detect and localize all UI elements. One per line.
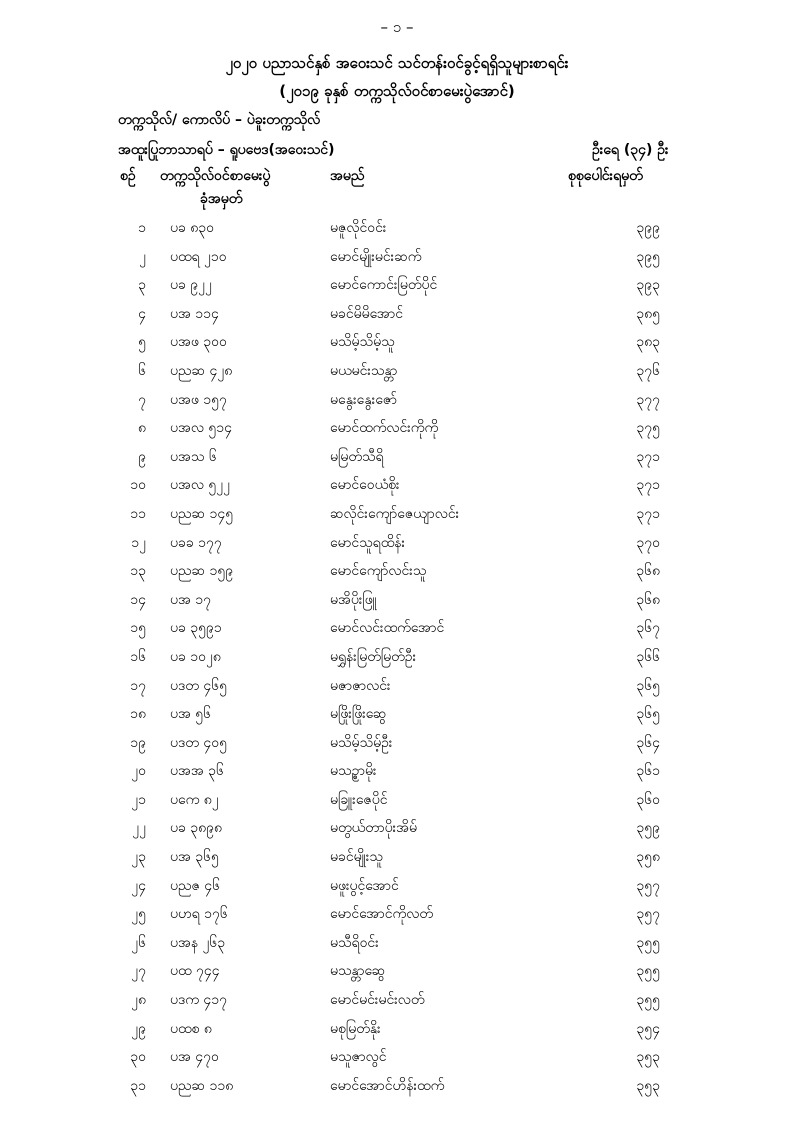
row-number: ၂၄ bbox=[131, 877, 146, 894]
row-number: ၂၉ bbox=[131, 1020, 146, 1037]
table-row bbox=[0, 471, 794, 500]
row-number: ၁၂ bbox=[131, 534, 146, 551]
student-name: မအိပိုးဖြူ bbox=[330, 591, 377, 608]
student-name: မသဥ္စာမိုး bbox=[330, 763, 377, 780]
total-marks: ၃၆၀ bbox=[636, 791, 660, 808]
roll-number: ပခ ၃၈၉၈ bbox=[170, 820, 223, 837]
header-marks: စုစုပေါင်းရမှတ် bbox=[568, 168, 643, 184]
table-row bbox=[0, 557, 794, 586]
student-name: မောင်လင်းထက်အောင် bbox=[330, 620, 445, 637]
count-line: ဦးရေ (၃၄) ဦး bbox=[592, 142, 669, 158]
roll-number: ပညဇ ၄၆ bbox=[170, 877, 221, 894]
student-name: မဇာဇာလင်း bbox=[330, 677, 391, 694]
student-name: မဇူလိုင်ဝင်း bbox=[330, 220, 387, 236]
roll-number: ပထရ ၂၁၀ bbox=[170, 248, 227, 265]
row-number: ၁၄ bbox=[130, 591, 146, 608]
table-row bbox=[0, 1015, 794, 1044]
total-marks: ၃၇၆ bbox=[636, 362, 660, 379]
roll-number: ပအန ၂၆၃ bbox=[170, 934, 226, 951]
table-row bbox=[0, 786, 794, 815]
roll-number: ပအလ ၅၁၄ bbox=[170, 420, 233, 437]
header-no: စဉ် bbox=[120, 168, 136, 184]
student-name: မနွေးနွေးဇော် bbox=[330, 391, 398, 408]
row-number: ၂၇ bbox=[131, 963, 146, 980]
student-name: မောင်မျိုးမင်းဆက် bbox=[330, 248, 422, 265]
table-row bbox=[0, 529, 794, 558]
row-number: ၉ bbox=[138, 448, 146, 465]
total-marks: ၃၇၁ bbox=[636, 477, 660, 494]
total-marks: ၃၉၉ bbox=[636, 220, 660, 236]
total-marks: ၃၅၅ bbox=[636, 992, 660, 1009]
student-name: မခြူးဇေပိုင် bbox=[330, 791, 388, 808]
total-marks: ၃၇၇ bbox=[636, 391, 660, 408]
document-subtitle: (၂၀၁၉ ခုနှစ် တက္ကသိုလ်ဝင်စာမေးပွဲအောင်) bbox=[279, 82, 515, 100]
roll-number: ပထ ၇၄၄ bbox=[170, 963, 220, 980]
table-row bbox=[0, 643, 794, 672]
row-number: ၁၇ bbox=[130, 677, 146, 694]
table-row bbox=[0, 672, 794, 701]
total-marks: ၃၇၀ bbox=[636, 534, 660, 551]
header-name: အမည် bbox=[330, 168, 365, 184]
row-number: ၂ bbox=[139, 248, 146, 265]
document-title: ၂၀၂၀ ပညာသင်နှစ် အဝေးသင် သင်တန်းဝင်ခွင့်ရရှိသူများစာရင်း bbox=[225, 54, 569, 72]
table-row bbox=[0, 814, 794, 843]
total-marks: ၃၇၁ bbox=[636, 505, 660, 522]
roll-number: ပဟရ ၁၇၆ bbox=[170, 906, 228, 923]
student-name: မရွှန်းမြတ်မြတ်ဦး bbox=[330, 648, 417, 665]
roll-number: ပအ ၅၆ bbox=[170, 706, 212, 723]
table-row bbox=[0, 414, 794, 443]
roll-number: ပအလ ၅၂၂ bbox=[170, 477, 231, 494]
student-name: မောင်ကျော်လင်းသူ bbox=[330, 563, 427, 580]
table-row bbox=[0, 700, 794, 729]
student-name: မောင်သူရထိန်း bbox=[330, 534, 406, 551]
row-number: ၇ bbox=[138, 391, 146, 408]
student-name: မတွယ်တာပိုးအိမ် bbox=[330, 820, 417, 837]
row-number: ၂၀ bbox=[131, 763, 146, 780]
row-number: ၄ bbox=[138, 305, 146, 322]
row-number: ၁၁ bbox=[130, 505, 146, 522]
table-row bbox=[0, 386, 794, 415]
roll-number: ပညဆ ၁၁၈ bbox=[170, 1077, 234, 1094]
table-row bbox=[0, 586, 794, 615]
table-row bbox=[0, 614, 794, 643]
table-row bbox=[0, 900, 794, 929]
table-row bbox=[0, 843, 794, 872]
total-marks: ၃၆၆ bbox=[636, 648, 660, 665]
row-number: ၂၃ bbox=[131, 849, 146, 866]
total-marks: ၃၆၅ bbox=[636, 706, 660, 723]
table-row bbox=[0, 757, 794, 786]
student-name: မောင်အောင်ဟိန်းထက် bbox=[330, 1077, 445, 1094]
student-name: မောင်မင်းမင်းလတ် bbox=[330, 992, 425, 1009]
roll-number: ပကေ ၈၂ bbox=[170, 791, 219, 808]
roll-number: ပထစ ၈ bbox=[170, 1020, 212, 1037]
student-name: မခင်မိမိအောင် bbox=[330, 305, 404, 322]
roll-number: ပဒတ ၄၀၅ bbox=[170, 734, 227, 751]
student-name: မမြတ်သီရိ bbox=[330, 448, 384, 465]
table-row bbox=[0, 243, 794, 272]
row-number: ၃၀ bbox=[130, 1049, 146, 1066]
header-roll-suffix: ခုံအမှတ် bbox=[200, 191, 243, 207]
roll-number: ပခခ ၁၇၇ bbox=[170, 534, 222, 551]
total-marks: ၃၇၅ bbox=[636, 420, 660, 437]
table-row bbox=[0, 500, 794, 529]
table-row bbox=[0, 328, 794, 357]
student-name: မသူဇာလွင် bbox=[330, 1049, 387, 1066]
table-row bbox=[0, 872, 794, 901]
total-marks: ၃၅၅ bbox=[636, 963, 660, 980]
row-number: ၁၀ bbox=[130, 477, 146, 494]
row-number: ၁၃ bbox=[130, 563, 146, 580]
student-name: မောင်ဝေယံစိုး bbox=[330, 477, 400, 494]
table-row bbox=[0, 300, 794, 329]
row-number: ၁၈ bbox=[130, 706, 146, 723]
total-marks: ၃၉၅ bbox=[636, 248, 660, 265]
roll-number: ပအ ၁၇ bbox=[170, 591, 212, 608]
row-number: ၁၅ bbox=[130, 620, 146, 637]
row-number: ၂၈ bbox=[131, 992, 146, 1009]
total-marks: ၃၆၅ bbox=[636, 677, 660, 694]
total-marks: ၃၆၈ bbox=[636, 591, 660, 608]
results-table bbox=[0, 214, 794, 1100]
table-row bbox=[0, 729, 794, 758]
row-number: ၃၁ bbox=[130, 1077, 146, 1094]
total-marks: ၃၅၄ bbox=[636, 1020, 660, 1037]
total-marks: ၃၅၃ bbox=[636, 1077, 660, 1094]
table-row bbox=[0, 986, 794, 1015]
header-roll: တက္ကသိုလ်ဝင်စာမေးပွဲ bbox=[160, 168, 271, 184]
total-marks: ၃၉၃ bbox=[636, 277, 660, 294]
roll-number: ပအဖ ၃၀၀ bbox=[170, 334, 227, 351]
total-marks: ၃၆၇ bbox=[636, 620, 660, 637]
student-name: မသိမ့်သိမ့်ဦး bbox=[330, 734, 393, 751]
table-row bbox=[0, 443, 794, 472]
roll-number: ပညဆ ၁၅၉ bbox=[170, 563, 234, 580]
roll-number: ပခ ၁၀၂၈ bbox=[170, 648, 221, 665]
student-name: မခင်မျိုးသူ bbox=[330, 849, 383, 866]
table-row bbox=[0, 271, 794, 300]
student-name: မသီရိဝင်း bbox=[330, 934, 379, 951]
roll-number: ပအဖ ၁၅၇ bbox=[170, 391, 227, 408]
row-number: ၂၅ bbox=[131, 906, 146, 923]
student-name: ဆလိုင်းကျော်ဇေယျာလင်း bbox=[330, 505, 460, 522]
roll-number: ပညဆ ၁၄၅ bbox=[170, 505, 234, 522]
table-row bbox=[0, 214, 794, 243]
total-marks: ၃၅၇ bbox=[636, 877, 660, 894]
row-number: ၈ bbox=[138, 420, 146, 437]
table-row bbox=[0, 957, 794, 986]
roll-number: ပဒတ ၄၆၅ bbox=[170, 677, 227, 694]
table-row bbox=[0, 1072, 794, 1101]
university-line: တက္ကသိုလ်/ ကောလိပ် – ပဲခူးတက္ကသိုလ် bbox=[118, 112, 321, 128]
roll-number: ပခ ၈၃၀ bbox=[170, 220, 215, 236]
student-name: မောင်ကောင်းမြတ်ပိုင် bbox=[330, 277, 438, 294]
total-marks: ၃၅၉ bbox=[636, 820, 660, 837]
total-marks: ၃၆၄ bbox=[636, 734, 660, 751]
row-number: ၂၂ bbox=[132, 820, 146, 837]
row-number: ၁၆ bbox=[130, 648, 146, 665]
row-number: ၃ bbox=[138, 277, 146, 294]
roll-number: ပအအ ၃၆ bbox=[170, 763, 224, 780]
total-marks: ၃၅၇ bbox=[636, 906, 660, 923]
total-marks: ၃၅၈ bbox=[636, 849, 660, 866]
row-number: ၂၆ bbox=[131, 934, 146, 951]
table-row bbox=[0, 1043, 794, 1072]
student-name: မဖူးပွင့်အောင် bbox=[330, 877, 399, 894]
total-marks: ၃၆၈ bbox=[636, 563, 660, 580]
student-name: မစုမြတ်နိုး bbox=[330, 1020, 381, 1037]
roll-number: ပဒက ၄၁၇ bbox=[170, 992, 228, 1009]
table-row bbox=[0, 929, 794, 958]
total-marks: ၃၅၃ bbox=[636, 1049, 660, 1066]
roll-number: ပအ ၄၇၀ bbox=[170, 1049, 219, 1066]
student-name: မဖြိုးဖြိုးဆွေ bbox=[330, 706, 387, 723]
row-number: ၅ bbox=[138, 334, 146, 351]
total-marks: ၃၈၅ bbox=[636, 305, 660, 322]
roll-number: ပအ ၃၆၅ bbox=[170, 849, 219, 866]
roll-number: ပခ ၉၂၂ bbox=[170, 277, 212, 294]
roll-number: ပညဆ ၄၂၈ bbox=[170, 362, 233, 379]
row-number: ၆ bbox=[138, 362, 146, 379]
student-name: မသိမ့်သိမ့်သူ bbox=[330, 334, 395, 351]
subject-line: အထူးပြုဘာသာရပ် – ရူပဗေဒ(အဝေးသင်) bbox=[118, 142, 335, 158]
row-number: ၁ bbox=[138, 220, 146, 236]
row-number: ၁၉ bbox=[130, 734, 146, 751]
student-name: မသန္တာဆွေ bbox=[330, 963, 386, 980]
roll-number: ပအ ၁၁၄ bbox=[170, 305, 219, 322]
roll-number: ပအသ ၆ bbox=[170, 448, 217, 465]
student-name: မောင်အောင်ကိုလတ် bbox=[330, 906, 434, 923]
row-number: ၂၁ bbox=[131, 791, 146, 808]
total-marks: ၃၅၅ bbox=[636, 934, 660, 951]
table-row bbox=[0, 357, 794, 386]
roll-number: ပခ ၃၅၉၁ bbox=[170, 620, 222, 637]
student-name: မောင်ထက်လင်းကိုကို bbox=[330, 420, 439, 437]
total-marks: ၃၆၁ bbox=[636, 763, 660, 780]
total-marks: ၃၈၃ bbox=[636, 334, 660, 351]
page-number: – ၁ – bbox=[380, 18, 414, 36]
total-marks: ၃၇၁ bbox=[636, 448, 660, 465]
student-name: မယမင်းသန္တာ bbox=[330, 362, 398, 379]
